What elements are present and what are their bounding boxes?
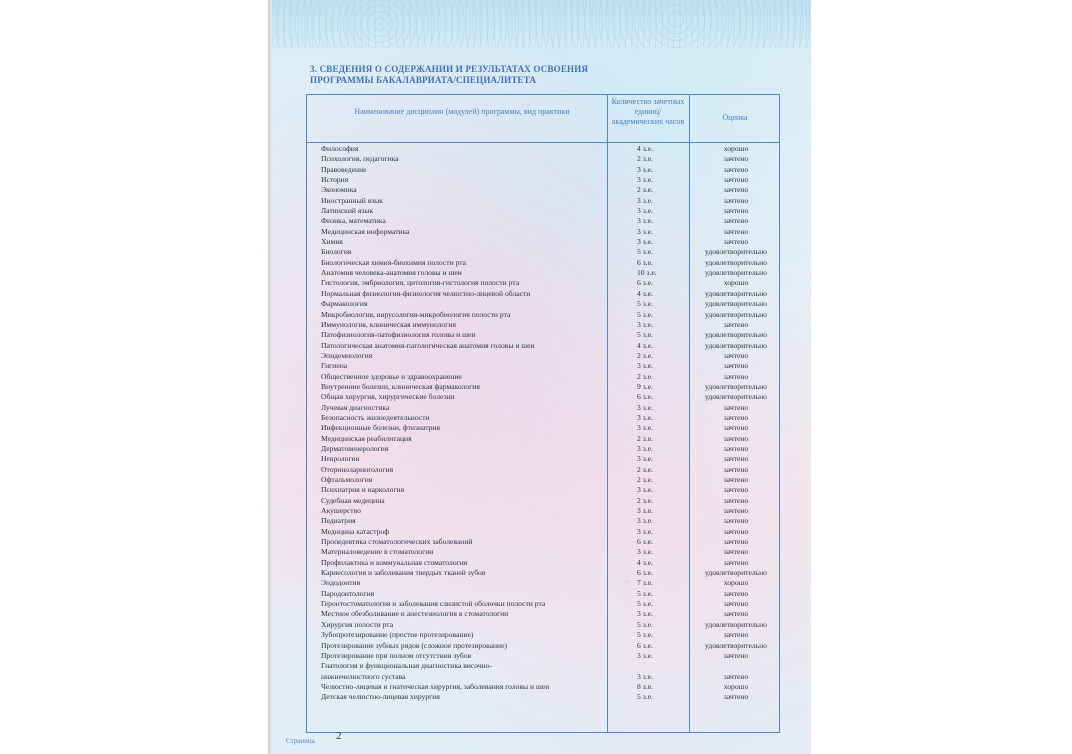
grade: удовлетворительно bbox=[705, 381, 767, 391]
table-row bbox=[307, 599, 781, 609]
grade: зачтено bbox=[723, 433, 749, 443]
credit-units bbox=[607, 527, 685, 537]
credit-units bbox=[607, 268, 685, 278]
credit-units-value: 4 з.е. bbox=[637, 557, 653, 567]
grade: удовлетворительно bbox=[705, 330, 767, 340]
grade: удовлетворительно bbox=[705, 619, 767, 629]
credit-units bbox=[607, 206, 685, 216]
discipline-name: Детская челюстно-лицевая хирургия bbox=[321, 692, 440, 702]
grade: удовлетворительно bbox=[705, 247, 767, 257]
credit-units bbox=[607, 682, 685, 692]
grade: зачтено bbox=[723, 506, 749, 516]
credit-units bbox=[607, 620, 685, 630]
credit-units-value: 6 з.е. bbox=[637, 537, 653, 547]
credit-units-value: 7 з.е. bbox=[637, 578, 653, 588]
credit-units-value: 5 з.е. bbox=[637, 247, 653, 257]
credit-units bbox=[607, 661, 685, 671]
discipline-name: Зубопротезирование (простое протезирование) bbox=[321, 630, 474, 640]
discipline-name: Экономика bbox=[321, 185, 357, 195]
credit-units-value: 6 з.е. bbox=[637, 568, 653, 578]
credit-units-value: 3 з.е. bbox=[637, 402, 653, 412]
grade: зачтено bbox=[723, 361, 749, 371]
credit-units bbox=[607, 196, 685, 206]
discipline-name: Общественное здоровье и здравоохранение bbox=[321, 371, 462, 381]
credit-units-value: 2 з.е. bbox=[637, 495, 653, 505]
table-row bbox=[307, 206, 781, 216]
credit-units-value: 3 з.е. bbox=[637, 485, 653, 495]
credit-units-value: 9 з.е. bbox=[637, 381, 653, 391]
table-row bbox=[307, 392, 781, 402]
discipline-name: Патофизиология-патофизиология головы и шеи bbox=[321, 330, 476, 340]
discipline-name: Неврология bbox=[321, 454, 360, 464]
grade: удовлетворительно bbox=[705, 257, 767, 267]
table-row bbox=[307, 320, 781, 330]
discipline-name: Лучевая диагностика bbox=[321, 402, 390, 412]
table-row bbox=[307, 341, 781, 351]
discipline-name: История bbox=[321, 175, 349, 185]
credit-units-value: 5 з.е. bbox=[637, 599, 653, 609]
grade: зачтено bbox=[723, 195, 749, 205]
credit-units-value: 3 з.е. bbox=[637, 175, 653, 185]
table-row bbox=[307, 651, 781, 661]
credit-units bbox=[607, 496, 685, 506]
credit-units bbox=[607, 568, 685, 578]
credit-units-value: 3 з.е. bbox=[637, 516, 653, 526]
table-row bbox=[307, 413, 781, 423]
credit-units bbox=[607, 516, 685, 526]
grade: хорошо bbox=[723, 278, 749, 288]
credit-units bbox=[607, 413, 685, 423]
discipline-name: Профилактика и коммунальная стоматология bbox=[321, 557, 468, 567]
header-discipline: Наименование дисциплин (модулей) программы, вид практики bbox=[354, 107, 570, 116]
discipline-name: Латинский язык bbox=[321, 206, 374, 216]
credit-units bbox=[607, 465, 685, 475]
credit-units bbox=[607, 485, 685, 495]
discipline-name: Пародонтология bbox=[321, 588, 375, 598]
credit-units-value: 3 з.е. bbox=[637, 650, 653, 660]
table-row bbox=[307, 330, 781, 340]
table-body bbox=[307, 144, 781, 703]
credit-units bbox=[607, 278, 685, 288]
credit-units bbox=[607, 144, 685, 154]
grade: зачтено bbox=[723, 630, 749, 640]
grade: хорошо bbox=[723, 681, 749, 691]
credit-units-value: 6 з.е. bbox=[637, 640, 653, 650]
grade: удовлетворительно bbox=[705, 340, 767, 350]
credit-units bbox=[607, 154, 685, 164]
credit-units bbox=[607, 651, 685, 661]
document-page bbox=[272, 0, 811, 754]
table-row bbox=[307, 361, 781, 371]
credit-units bbox=[607, 216, 685, 226]
table-row bbox=[307, 154, 781, 164]
table-row bbox=[307, 258, 781, 268]
grade: зачтено bbox=[723, 237, 749, 247]
credit-units bbox=[607, 578, 685, 588]
table-row bbox=[307, 372, 781, 382]
credit-units-value: 4 з.е. bbox=[637, 340, 653, 350]
table-row bbox=[307, 175, 781, 185]
credit-units-value: 3 з.е. bbox=[637, 319, 653, 329]
discipline-name: Анатомия человека-анатомия головы и шеи bbox=[321, 268, 462, 278]
table-row bbox=[307, 444, 781, 454]
credit-units bbox=[607, 330, 685, 340]
discipline-name: Общая хирургия, хирургические болезни bbox=[321, 392, 455, 402]
discipline-name: Гнатология и функциональная диагностика височно- bbox=[321, 661, 493, 671]
discipline-name: Геронтостоматология и заболевания слизистой оболочки полости рта bbox=[321, 599, 546, 609]
table-row bbox=[307, 423, 781, 433]
credit-units bbox=[607, 558, 685, 568]
credit-units bbox=[607, 672, 685, 682]
discipline-name: Педиатрия bbox=[321, 516, 356, 526]
credit-units-value: 2 з.е. bbox=[637, 433, 653, 443]
credit-units-value: 5 з.е. bbox=[637, 330, 653, 340]
grade: зачтено bbox=[723, 216, 749, 226]
credit-units bbox=[607, 454, 685, 464]
credit-units-value: 3 з.е. bbox=[637, 671, 653, 681]
discipline-name: Биологическая химия-биохимия полости рта bbox=[321, 257, 467, 267]
grade: зачтено bbox=[723, 516, 749, 526]
table-row bbox=[307, 568, 781, 578]
credit-units-value: 3 з.е. bbox=[637, 164, 653, 174]
grade: зачтено bbox=[723, 412, 749, 422]
credit-units bbox=[607, 361, 685, 371]
credit-units-value: 6 з.е. bbox=[637, 392, 653, 402]
grade: зачтено bbox=[723, 609, 749, 619]
table-row bbox=[307, 527, 781, 537]
table-row bbox=[307, 537, 781, 547]
table-row bbox=[307, 661, 781, 671]
credit-units-value: 2 з.е. bbox=[637, 464, 653, 474]
table-row bbox=[307, 692, 781, 702]
discipline-name: Иностранный язык bbox=[321, 195, 383, 205]
grade: удовлетворительно bbox=[705, 568, 767, 578]
grade: зачтено bbox=[723, 443, 749, 453]
credit-units-value: 3 з.е. bbox=[637, 206, 653, 216]
table-row bbox=[307, 310, 781, 320]
table-row bbox=[307, 227, 781, 237]
grade: хорошо bbox=[723, 144, 749, 153]
credit-units-value: 3 з.е. bbox=[637, 443, 653, 453]
discipline-name: Материаловедение в стоматологии bbox=[321, 547, 434, 557]
table-row bbox=[307, 382, 781, 392]
discipline-name: Психиатрия и наркология bbox=[321, 485, 405, 495]
grade: удовлетворительно bbox=[705, 392, 767, 402]
credit-units-value: 4 з.е. bbox=[637, 288, 653, 298]
credit-units-value: 2 з.е. bbox=[637, 371, 653, 381]
grade: зачтено bbox=[723, 671, 749, 681]
credit-units-value: 3 з.е. bbox=[637, 423, 653, 433]
credit-units bbox=[607, 341, 685, 351]
credit-units-value: 3 з.е. bbox=[637, 361, 653, 371]
table-row bbox=[307, 682, 781, 692]
discipline-name: нижнечелюстного сустава bbox=[321, 671, 406, 681]
grade: удовлетворительно bbox=[705, 288, 767, 298]
credit-units-value: 8 з.е. bbox=[637, 681, 653, 691]
grade: зачтено bbox=[723, 464, 749, 474]
credit-units-value: 3 з.е. bbox=[637, 526, 653, 536]
discipline-name: Патологическая анатомия-патологическая анатомия головы и шеи bbox=[321, 340, 535, 350]
table-row bbox=[307, 485, 781, 495]
credit-units-value: 3 з.е. bbox=[637, 454, 653, 464]
credit-units bbox=[607, 609, 685, 619]
credit-units bbox=[607, 247, 685, 257]
credit-units-value: 5 з.е. bbox=[637, 630, 653, 640]
grade: удовлетворительно bbox=[705, 640, 767, 650]
credit-units-value: 2 з.е. bbox=[637, 350, 653, 360]
credit-units bbox=[607, 165, 685, 175]
credit-units-value: 2 з.е. bbox=[637, 475, 653, 484]
grade: зачтено bbox=[723, 350, 749, 360]
table-row bbox=[307, 237, 781, 247]
table-row bbox=[307, 609, 781, 619]
discipline-name: Микробиология, вирусология-микробиология полости рта bbox=[321, 309, 511, 319]
results-table bbox=[306, 94, 780, 733]
discipline-name: Акушерство bbox=[321, 506, 361, 516]
credit-units-value: 3 з.е. bbox=[637, 506, 653, 516]
discipline-name: Безопасность жизнедеятельности bbox=[321, 412, 430, 422]
credit-units bbox=[607, 423, 685, 433]
credit-units-value: 2 з.е. bbox=[637, 154, 653, 164]
table-row bbox=[307, 278, 781, 288]
grade: удовлетворительно bbox=[705, 268, 767, 278]
credit-units bbox=[607, 599, 685, 609]
discipline-name: Гигиена bbox=[321, 361, 348, 371]
credit-units bbox=[607, 589, 685, 599]
discipline-name: Челюстно-лицевая и гнатическая хирургия, заболевания головы и шеи bbox=[321, 681, 550, 691]
table-row bbox=[307, 630, 781, 640]
grade: зачтено bbox=[723, 371, 749, 381]
credit-units-value: 3 з.е. bbox=[637, 609, 653, 619]
grade: зачтено bbox=[723, 692, 749, 702]
grade: зачтено bbox=[723, 475, 749, 484]
discipline-name: Дерматовенерология bbox=[321, 443, 389, 453]
discipline-name: Местное обезболивание и анестезиология в стоматологии bbox=[321, 609, 509, 619]
discipline-name: Эпидемиология bbox=[321, 350, 373, 360]
credit-units bbox=[607, 175, 685, 185]
credit-units bbox=[607, 403, 685, 413]
discipline-name: Судебная медицина bbox=[321, 495, 385, 505]
credit-units bbox=[607, 630, 685, 640]
credit-units bbox=[607, 258, 685, 268]
credit-units-value: 4 з.е. bbox=[637, 144, 653, 153]
table-row bbox=[307, 185, 781, 195]
grade: зачтено bbox=[723, 454, 749, 464]
discipline-name: Медицина катастроф bbox=[321, 526, 390, 536]
discipline-name: Внутренние болезни, клиническая фармакология bbox=[321, 381, 480, 391]
grade: зачтено bbox=[723, 526, 749, 536]
credit-units bbox=[607, 434, 685, 444]
table-row bbox=[307, 641, 781, 651]
table-row bbox=[307, 403, 781, 413]
grade: хорошо bbox=[723, 578, 749, 588]
credit-units bbox=[607, 547, 685, 557]
table-row bbox=[307, 299, 781, 309]
discipline-name: Медицинская информатика bbox=[321, 226, 410, 236]
discipline-name: Иммунология, клиническая иммунология bbox=[321, 319, 456, 329]
credit-units-value: 3 з.е. bbox=[637, 226, 653, 236]
credit-units bbox=[607, 392, 685, 402]
table-row bbox=[307, 268, 781, 278]
table-row bbox=[307, 247, 781, 257]
table-row bbox=[307, 289, 781, 299]
credit-units-value: 3 з.е. bbox=[637, 237, 653, 247]
grade: удовлетворительно bbox=[705, 299, 767, 309]
discipline-name: Офтальмология bbox=[321, 475, 373, 484]
credit-units bbox=[607, 351, 685, 361]
discipline-name: Инфекционные болезни, фтизиатрия bbox=[321, 423, 440, 433]
credit-units-value: 3 з.е. bbox=[637, 547, 653, 557]
credit-units bbox=[607, 506, 685, 516]
credit-units bbox=[607, 310, 685, 320]
credit-units bbox=[607, 372, 685, 382]
grade: зачтено bbox=[723, 495, 749, 505]
table-row bbox=[307, 506, 781, 516]
discipline-name: Биология bbox=[321, 247, 352, 257]
credit-units bbox=[607, 641, 685, 651]
table-row bbox=[307, 475, 781, 485]
credit-units bbox=[607, 444, 685, 454]
table-row bbox=[307, 454, 781, 464]
discipline-name: Правоведение bbox=[321, 164, 367, 174]
credit-units bbox=[607, 185, 685, 195]
credit-units-value: 6 з.е. bbox=[637, 278, 653, 288]
discipline-name: Физика, математика bbox=[321, 216, 386, 226]
credit-units-value: 3 з.е. bbox=[637, 216, 653, 226]
credit-units bbox=[607, 227, 685, 237]
table-row bbox=[307, 196, 781, 206]
section-title: 3. СВЕДЕНИЯ О СОДЕРЖАНИИ И РЕЗУЛЬТАТАХ ОСВОЕНИЯ ПРОГРАММЫ БАКАЛАВРИАТА/СПЕЦИАЛИТЕТА bbox=[310, 64, 589, 85]
header-grade: Оценка bbox=[722, 113, 748, 122]
paper-speck bbox=[624, 579, 629, 584]
discipline-name: Протезирование при полном отсутствии зубов bbox=[321, 650, 472, 660]
grade: зачтено bbox=[723, 175, 749, 185]
table-row bbox=[307, 547, 781, 557]
table-row bbox=[307, 351, 781, 361]
discipline-name: Психология, педагогика bbox=[321, 154, 399, 164]
header-units: Количество зачетных единиц/ академических часов bbox=[611, 97, 685, 126]
grade: зачтено bbox=[723, 402, 749, 412]
discipline-name: Медицинская реабилитация bbox=[321, 433, 412, 443]
table-row bbox=[307, 620, 781, 630]
table-row bbox=[307, 496, 781, 506]
table-row bbox=[307, 578, 781, 588]
credit-units-value: 6 з.е. bbox=[637, 257, 653, 267]
grade: зачтено bbox=[723, 485, 749, 495]
grade: зачтено bbox=[723, 206, 749, 216]
credit-units-value: 3 з.е. bbox=[637, 195, 653, 205]
table-row bbox=[307, 465, 781, 475]
table-row bbox=[307, 589, 781, 599]
decorative-header-band bbox=[272, 0, 811, 48]
discipline-name: Оториноларингология bbox=[321, 464, 394, 474]
table-row bbox=[307, 516, 781, 526]
discipline-name: Эндодонтия bbox=[321, 578, 361, 588]
discipline-name: Пропедевтика стоматологических заболеваний bbox=[321, 537, 473, 547]
grade: зачтено bbox=[723, 599, 749, 609]
footer-page-label: Страница bbox=[286, 737, 315, 745]
grade: зачтено bbox=[723, 557, 749, 567]
discipline-name: Нормальная физиология-физиология челюстно-лицевой области bbox=[321, 288, 531, 298]
grade: зачтено bbox=[723, 319, 749, 329]
credit-units-value: 5 з.е. bbox=[637, 588, 653, 598]
footer-page-number: 2 bbox=[336, 730, 342, 742]
credit-units-value: 5 з.е. bbox=[637, 619, 653, 629]
credit-units-value: 5 з.е. bbox=[637, 692, 653, 702]
grade: зачтено bbox=[723, 185, 749, 195]
discipline-name: Кариесология и заболевания твердых тканей зубов bbox=[321, 568, 486, 578]
credit-units bbox=[607, 289, 685, 299]
grade: зачтено bbox=[723, 154, 749, 164]
credit-units bbox=[607, 537, 685, 547]
credit-units-value: 2 з.е. bbox=[637, 185, 653, 195]
credit-units bbox=[607, 692, 685, 702]
header-divider bbox=[307, 142, 779, 143]
credit-units-value: 5 з.е. bbox=[637, 309, 653, 319]
table-row bbox=[307, 144, 781, 154]
grade: зачтено bbox=[723, 588, 749, 598]
grade: зачтено bbox=[723, 537, 749, 547]
grade: зачтено bbox=[723, 164, 749, 174]
discipline-name: Протезирование зубных рядов (сложное протезирование) bbox=[321, 640, 508, 650]
grade: зачтено bbox=[723, 226, 749, 236]
grade: зачтено bbox=[723, 547, 749, 557]
table-row bbox=[307, 165, 781, 175]
grade: удовлетворительно bbox=[705, 309, 767, 319]
credit-units bbox=[607, 382, 685, 392]
discipline-name: Химия bbox=[321, 237, 343, 247]
discipline-name: Хирургия полости рта bbox=[321, 619, 394, 629]
discipline-name: Фармакология bbox=[321, 299, 368, 309]
credit-units-value: 10 з.е. bbox=[637, 268, 657, 278]
table-row bbox=[307, 434, 781, 444]
grade: зачтено bbox=[723, 423, 749, 433]
credit-units-value: 5 з.е. bbox=[637, 299, 653, 309]
table-row bbox=[307, 216, 781, 226]
table-row bbox=[307, 672, 781, 682]
credit-units bbox=[607, 237, 685, 247]
discipline-name: Гистология, эмбриология, цитология-гистология полости рта bbox=[321, 278, 520, 288]
credit-units bbox=[607, 320, 685, 330]
discipline-name: Философия bbox=[321, 144, 359, 153]
grade: зачтено bbox=[723, 650, 749, 660]
table-row bbox=[307, 558, 781, 568]
credit-units bbox=[607, 299, 685, 309]
credit-units bbox=[607, 475, 685, 485]
credit-units-value: 3 з.е. bbox=[637, 412, 653, 422]
